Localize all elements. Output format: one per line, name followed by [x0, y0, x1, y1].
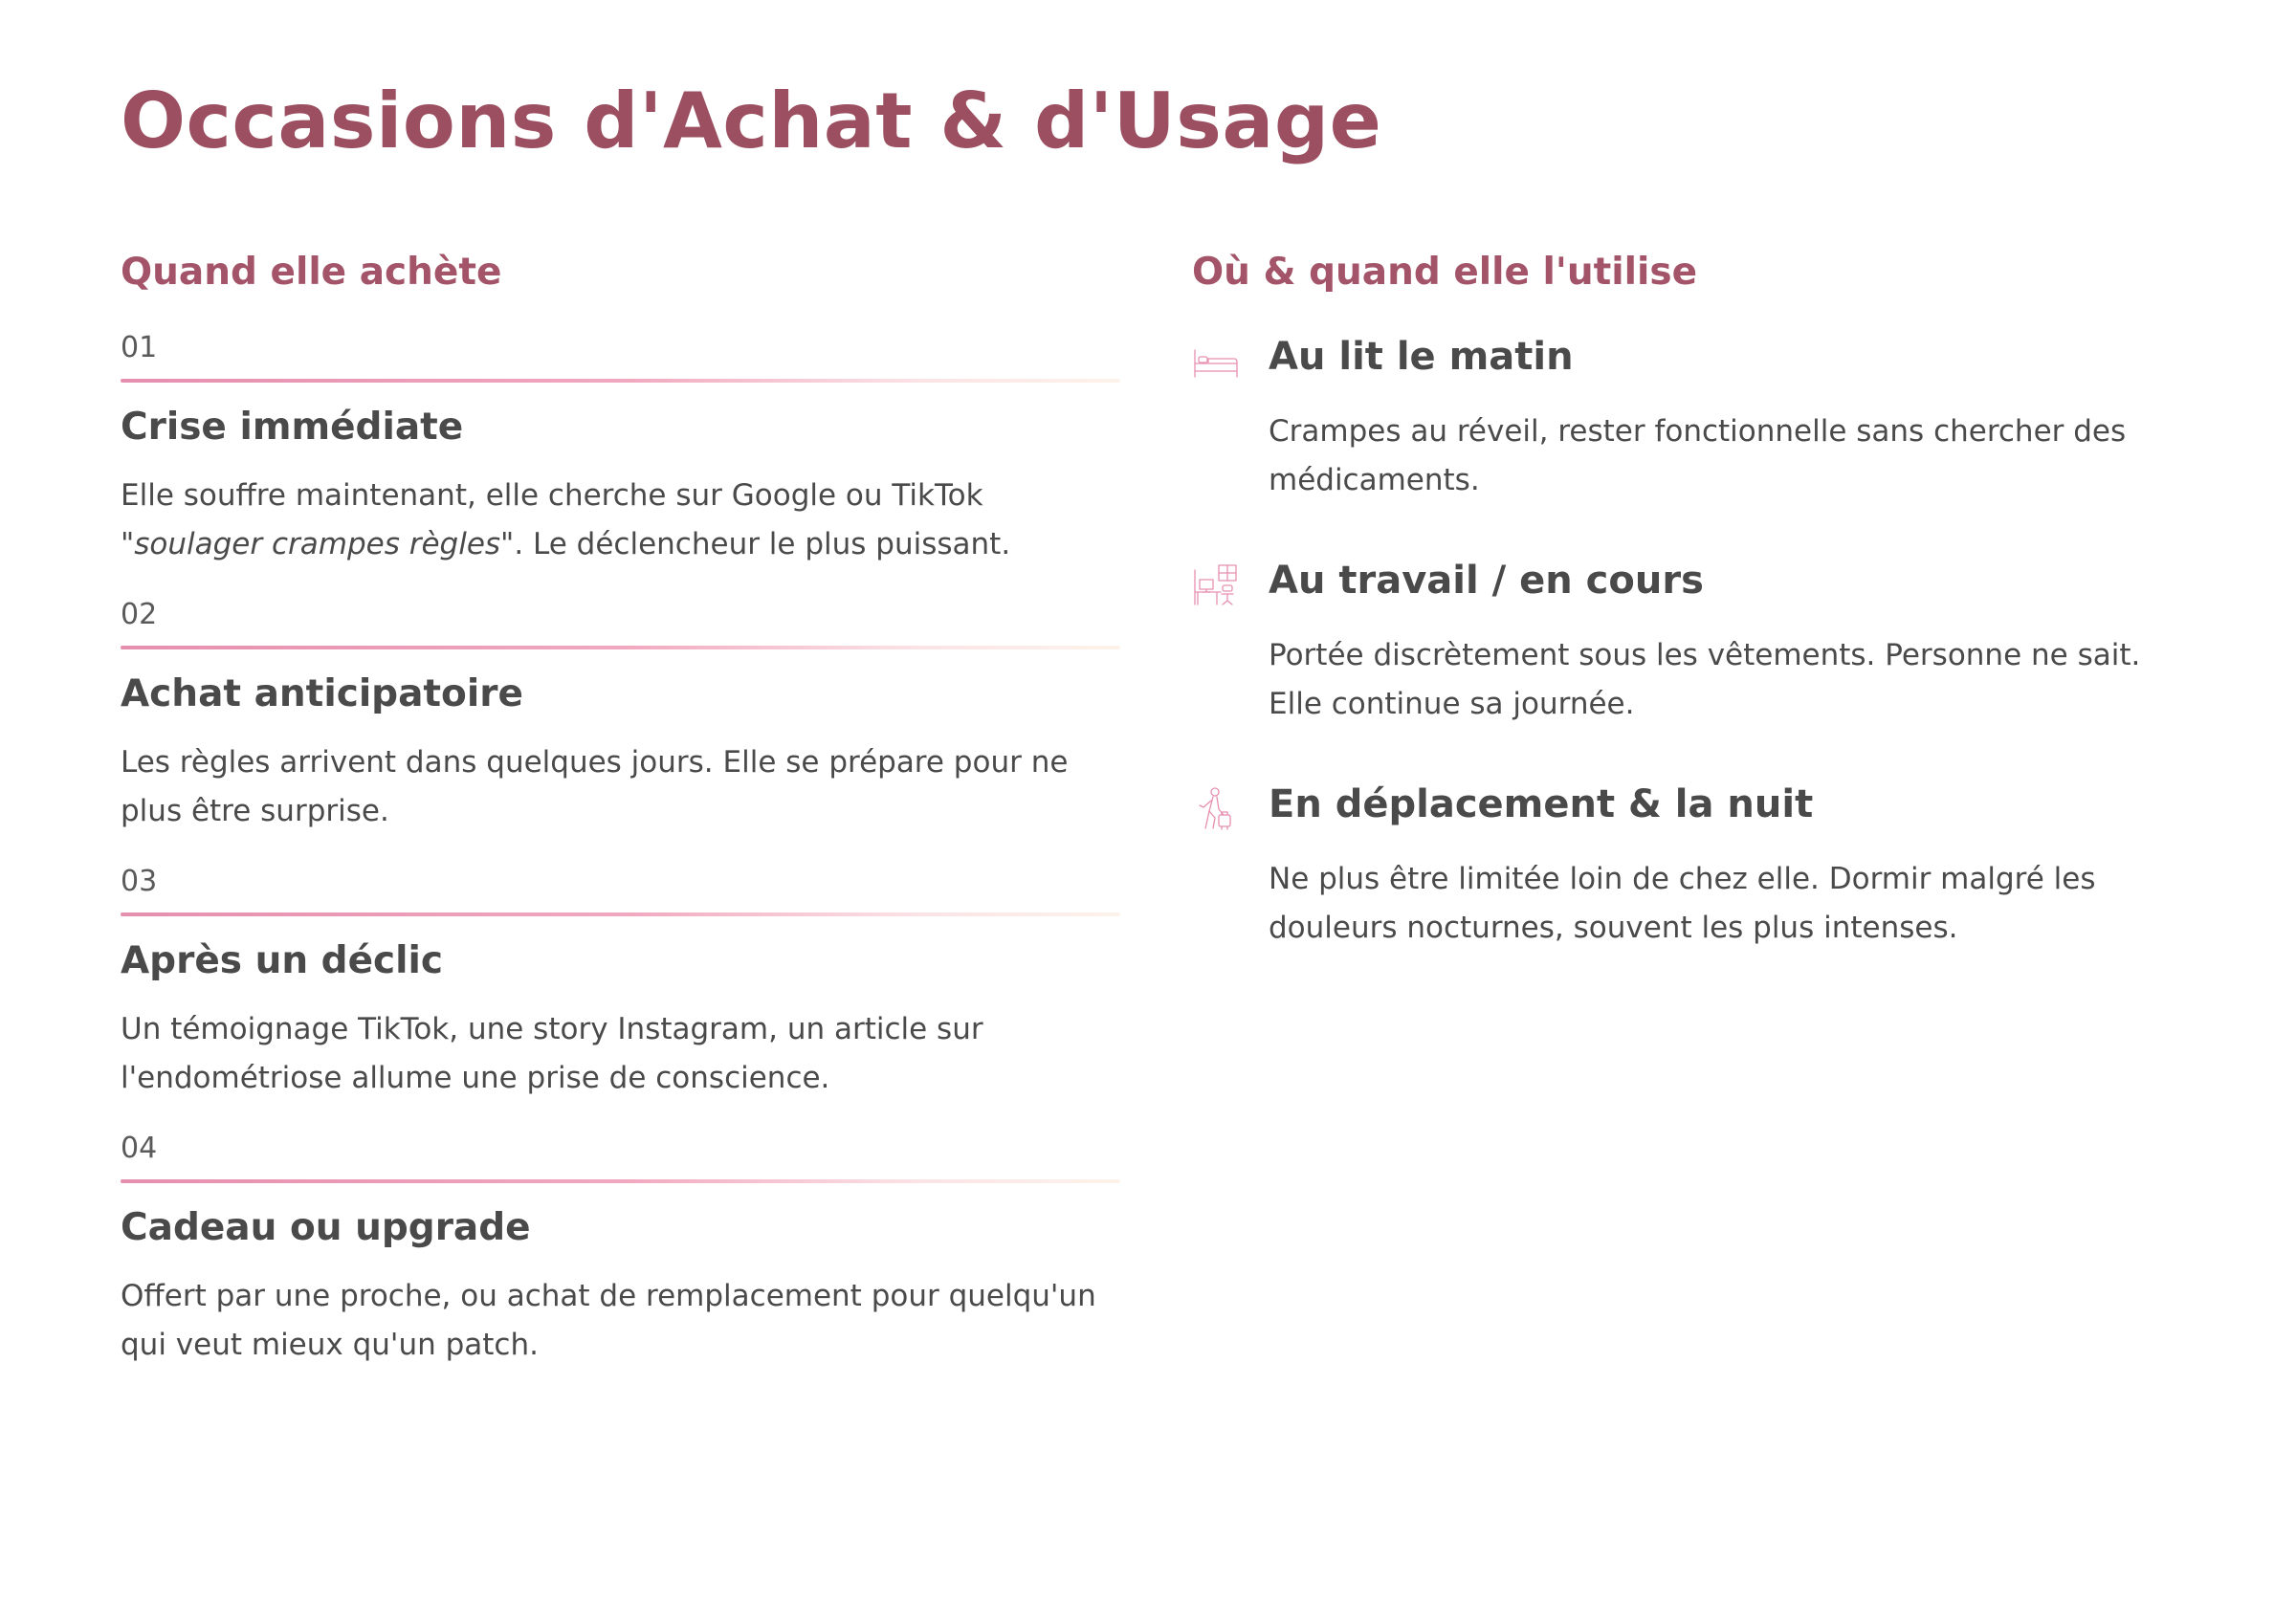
search-query-quote: "soulager crampes règles": [121, 527, 515, 561]
occasion-number: 04: [121, 1132, 158, 1165]
occasion-title: Achat anticipatoire: [121, 672, 523, 715]
usage-section-title: Où & quand elle l'utilise: [1192, 251, 1698, 294]
occasion-number: 01: [121, 331, 158, 364]
usage-title: Au travail / en cours: [1269, 559, 1704, 603]
occasion-number: 02: [121, 598, 158, 631]
usage-item: [1192, 782, 2177, 953]
usage-item: [1192, 559, 2177, 729]
occasion-description-end: . Le déclencheur le plus puissant.: [514, 527, 1011, 561]
occasion-item: [121, 865, 1120, 1103]
occasion-description: Un témoignage TikTok, une story Instagram, un article sur l'endométriose allume une prise de conscience.: [121, 1012, 983, 1095]
usage-item: [1192, 335, 2177, 505]
purchase-occasions-column: [121, 251, 1120, 1370]
desk-icon: [1192, 562, 1240, 610]
usage-title: En déplacement & la nuit: [1269, 782, 1814, 826]
occasion-description: Offert par une proche, ou achat de remplacement pour quelqu'un qui veut mieux qu'un patch.: [121, 1279, 1096, 1362]
usage-description: Crampes au réveil, rester fonctionnelle sans chercher des médicaments.: [1269, 414, 2127, 497]
occasion-title: Cadeau ou upgrade: [121, 1206, 531, 1249]
occasion-number: 03: [121, 865, 158, 898]
bed-icon: [1192, 339, 1240, 386]
occasion-description: Les règles arrivent dans quelques jours. Elle se prépare pour ne plus être surprise.: [121, 745, 1069, 828]
usage-title: Au lit le matin: [1269, 335, 1574, 379]
traveler-icon: [1192, 786, 1240, 834]
purchase-section-title: Quand elle achète: [121, 251, 502, 294]
occasion-description: [121, 472, 1120, 569]
occasion-item: [121, 1132, 1120, 1370]
occasion-item: [121, 331, 1120, 569]
usage-description: Ne plus être limitée loin de chez elle. Dormir malgré les douleurs nocturnes, souvent les plus intenses.: [1269, 862, 2096, 945]
usage-description: Portée discrètement sous les vêtements. Personne ne sait. Elle continue sa journée.: [1269, 638, 2141, 721]
usage-contexts-column: [1192, 251, 2177, 953]
occasion-item: [121, 598, 1120, 836]
occasion-divider: [121, 379, 1120, 383]
occasion-title: Après un déclic: [121, 939, 444, 982]
occasion-description-start: Elle souffre maintenant, elle cherche sur Google ou TikTok: [121, 478, 983, 513]
page-title: Occasions d'Achat & d'Usage: [121, 77, 1382, 165]
occasion-title: Crise immédiate: [121, 406, 464, 449]
occasion-divider: [121, 912, 1120, 916]
occasion-divider: [121, 1179, 1120, 1183]
occasion-divider: [121, 646, 1120, 649]
